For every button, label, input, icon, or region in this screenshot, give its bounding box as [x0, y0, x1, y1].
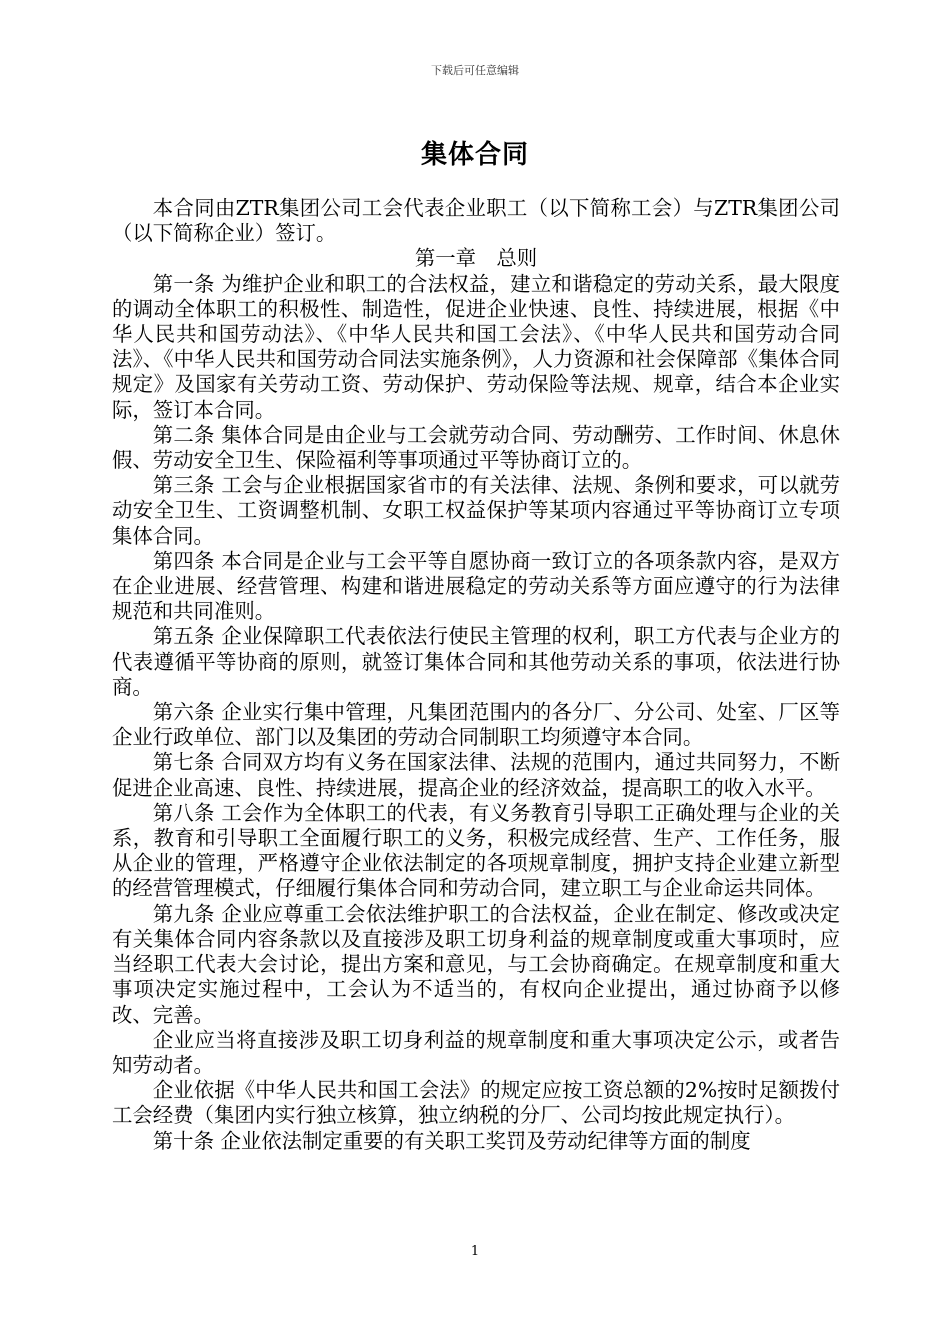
article-paragraph: 第五条 企业保障职工代表依法行使民主管理的权利，职工方代表与企业方的代表遵循平等协商的原则，就签订集体合同和其他劳动关系的事项，依法进行协商。: [112, 624, 840, 699]
article-paragraph: 第二条 集体合同是由企业与工会就劳动合同、劳动酬劳、工作时间、休息休假、劳动安全卫生、保险福利等事项通过平等协商订立的。: [112, 422, 840, 473]
article-paragraph: 第四条 本合同是企业与工会平等自愿协商一致订立的各项条款内容，是双方在企业进展、经营管理、构建和谐进展稳定的劳动关系等方面应遵守的行为法律规范和共同准则。: [112, 548, 840, 624]
chapter-heading: 第一章 总则: [414, 246, 538, 271]
article-paragraph: 第十条 企业依法制定重要的有关职工奖罚及劳动纪律等方面的制度: [152, 1128, 751, 1153]
intro-paragraph: 本合同由ZTR集团公司工会代表企业职工（以下简称工会）与ZTR集团公司（以下简称企业）签订。: [112, 196, 840, 246]
article-paragraph: 第一条 为维护企业和职工的合法权益，建立和谐稳定的劳动关系，最大限度的调动全体职工的积极性、制造性，促进企业快速、良性、持续进展，根据《中华人民共和国劳动法》、《中华人民共和国工会法》、《中华人民共和国劳动合同法》、《中华人民共和国劳动合同法实施条例》，人力资源和社会保障部《集体合同规定》及国家有关劳动工资、劳动保护、劳动保险等法规、规章，结合本企业实际，签订本合同。: [112, 271, 840, 422]
article-paragraph: 第六条 企业实行集中管理，凡集团范围内的各分厂、分公司、处室、厂区等企业行政单位、部门以及集团的劳动合同制职工均须遵守本合同。: [112, 700, 840, 750]
article-paragraph: 企业应当将直接涉及职工切身利益的规章制度和重大事项决定公示，或者告知劳动者。: [112, 1027, 840, 1077]
header-note: 下载后可任意编辑: [431, 64, 519, 77]
article-paragraph: 第七条 合同双方均有义务在国家法律、法规的范围内，通过共同努力，不断促进企业高速、良性、持续进展，提高企业的经济效益，提高职工的收入水平。: [112, 750, 840, 800]
article-paragraph: 第八条 工会作为全体职工的代表，有义务教育引导职工正确处理与企业的关系，教育和引导职工全面履行职工的义务，积极完成经营、生产、工作任务，服从企业的管理，严格遵守企业依法制定的各项规章制度，拥护支持企业建立新型的经营管理模式，仔细履行集体合同和劳动合同，建立职工与企业命运共同体。: [112, 800, 840, 901]
page-number: 1: [470, 1244, 480, 1259]
document-body: [112, 196, 840, 1154]
article-paragraph: 第九条 企业应尊重工会依法维护职工的合法权益，企业在制定、修改或决定有关集体合同内容条款以及直接涉及职工切身利益的规章制度或重大事项时，应当经职工代表大会讨论，提出方案和意见，与工会协商确定。在规章制度和重大事项决定实施过程中，工会认为不适当的，有权向企业提出，通过协商予以修改、完善。: [112, 901, 840, 1027]
article-paragraph: 第三条 工会与企业根据国家省市的有关法律、法规、条例和要求，可以就劳动安全卫生、工资调整机制、女职工权益保护等某项内容通过平等协商订立专项集体合同。: [112, 473, 840, 548]
document-title: 集体合同: [420, 140, 529, 170]
article-paragraph: 企业依据《中华人民共和国工会法》的规定应按工资总额的2%按时足额拨付工会经费（集团内实行独立核算，独立纳税的分厂、公司均按此规定执行）。: [112, 1078, 840, 1128]
